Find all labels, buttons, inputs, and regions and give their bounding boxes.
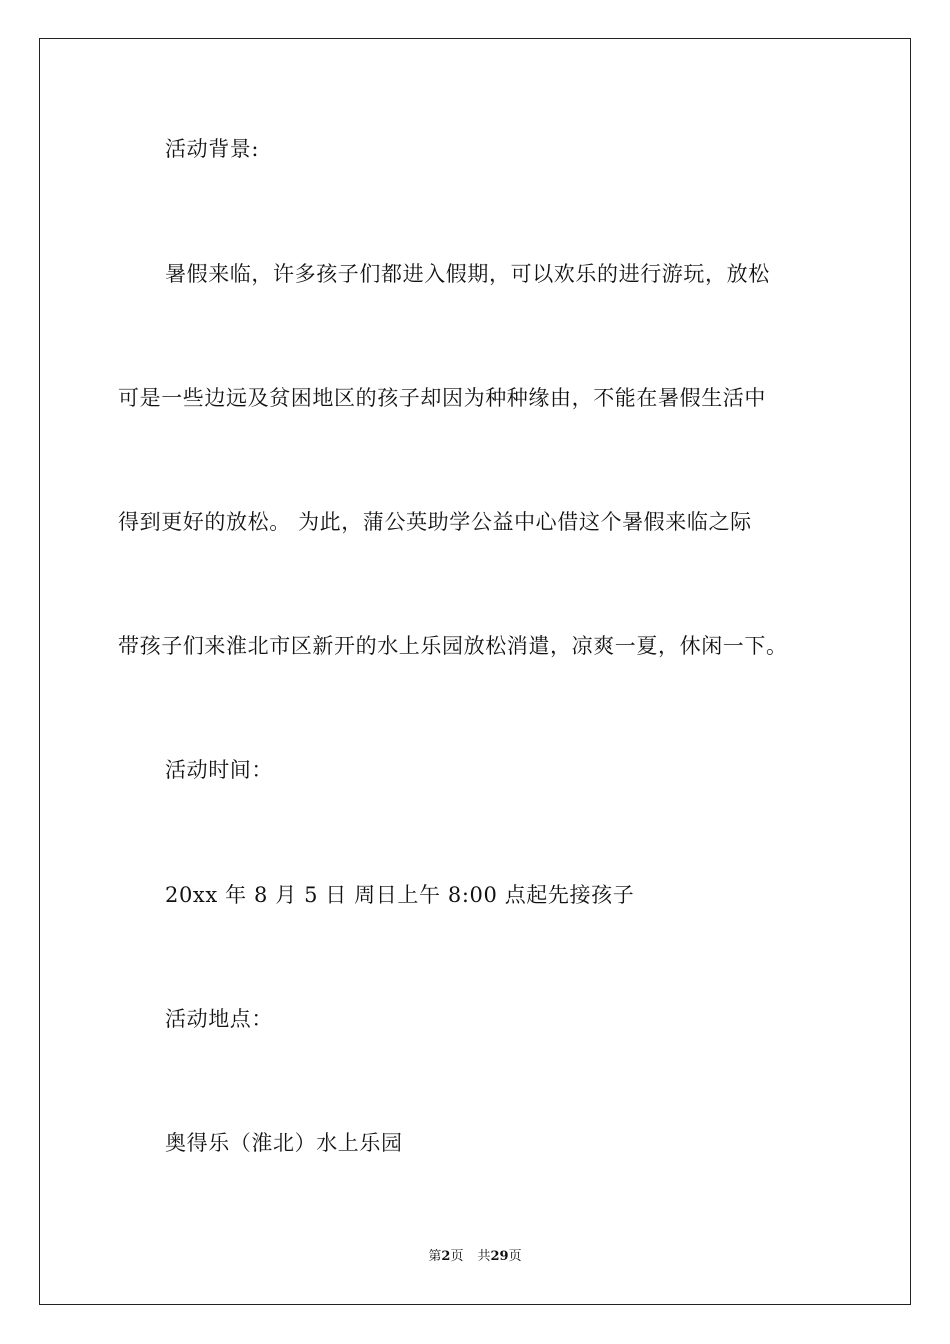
page-suffix: 页: [450, 1249, 464, 1264]
page-border: [39, 38, 911, 1305]
event-time-text: 20xx 年 8 月 5 日 周日上午 8:00 点起先接孩子: [165, 883, 635, 907]
paragraph-line: 带孩子们来淮北市区新开的水上乐园放松消遣，凉爽一夏，休闲一下。: [118, 634, 788, 658]
section-heading-time: 活动时间：: [165, 758, 273, 782]
section-heading-background: 活动背景:: [165, 137, 260, 161]
page-footer: [0, 1249, 950, 1265]
event-location-text: 奥得乐（淮北）水上乐园: [165, 1131, 403, 1155]
total-pages: 29: [490, 1249, 509, 1264]
total-suffix: 页: [508, 1249, 522, 1264]
paragraph-line: 得到更好的放松。 为此，蒲公英助学公益中心借这个暑假来临之际: [118, 510, 752, 534]
section-heading-location: 活动地点：: [165, 1007, 273, 1031]
paragraph-line: 可是一些边远及贫困地区的孩子却因为种种缘由，不能在暑假生活中: [118, 386, 766, 410]
paragraph-line: 暑假来临，许多孩子们都进入假期，可以欢乐的进行游玩，放松: [165, 262, 770, 286]
total-prefix: 共: [477, 1249, 491, 1264]
page-number: 2: [441, 1249, 451, 1264]
page-prefix: 第: [428, 1249, 442, 1264]
